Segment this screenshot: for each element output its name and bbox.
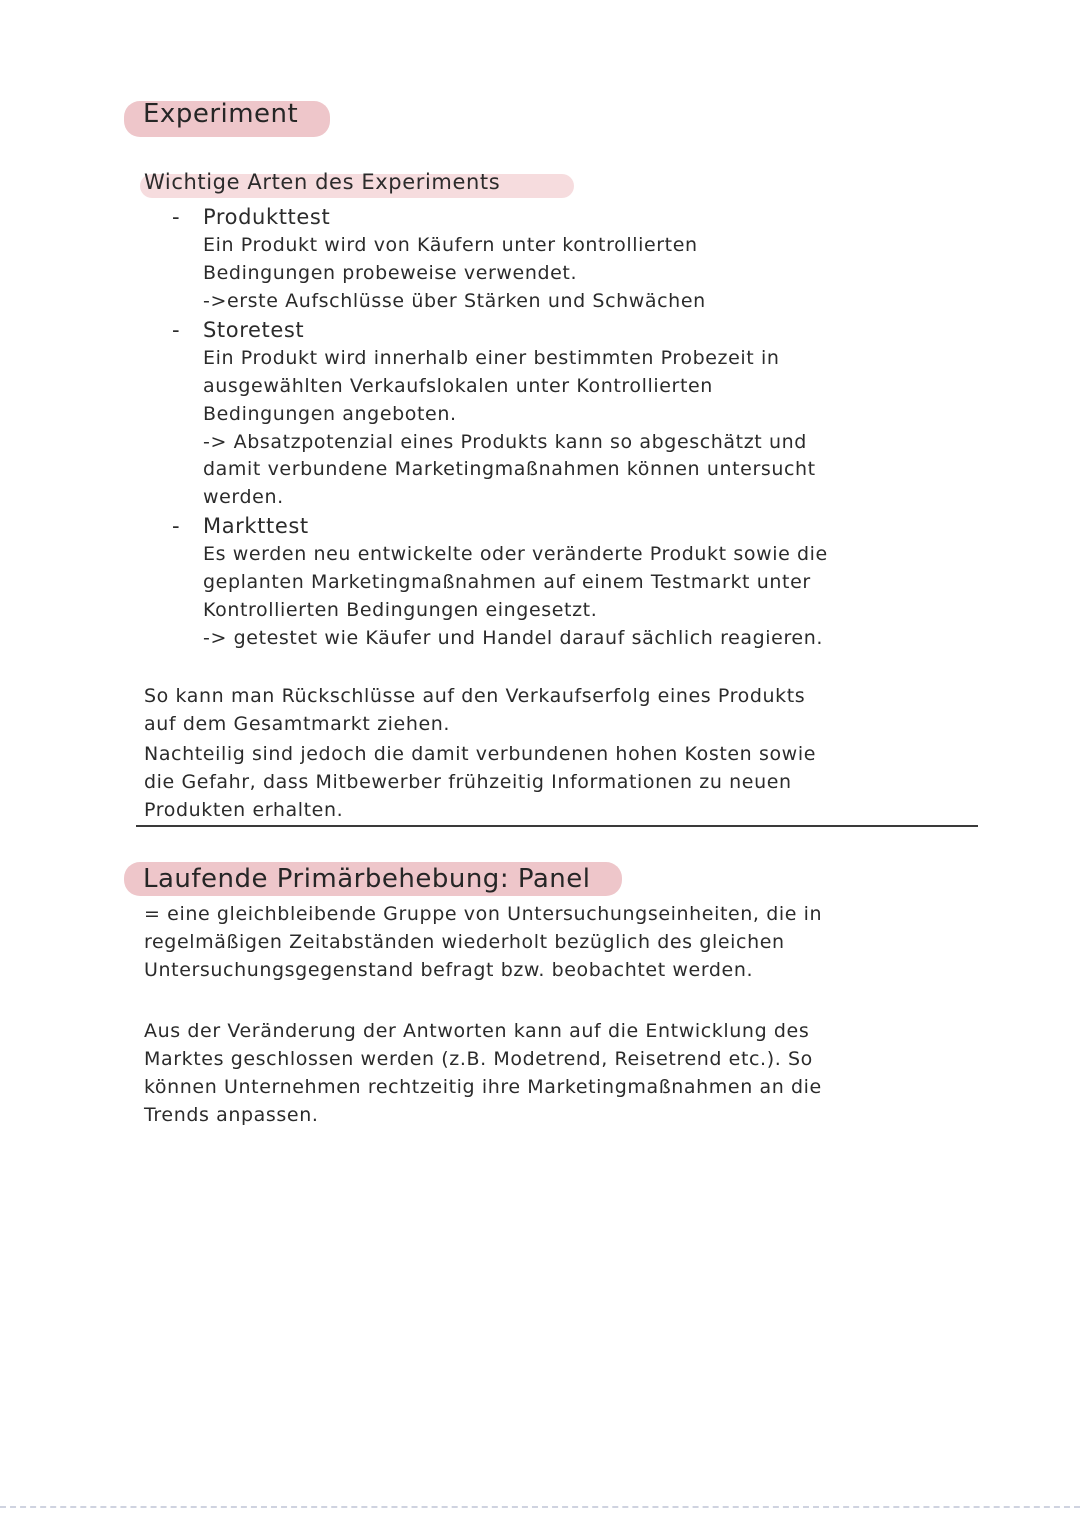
text-line: damit verbundene Marketingmaßnahmen können untersucht: [203, 458, 816, 480]
text-line: regelmäßigen Zeitabständen wiederholt bezüglich des gleichen: [144, 931, 785, 953]
text-line: Es werden neu entwickelte oder veränderte Produkt sowie die: [203, 543, 828, 565]
scan-edge-line: [0, 1506, 1080, 1508]
text-line: Ein Produkt wird innerhalb einer bestimmten Probezeit in: [203, 347, 780, 369]
text-line: ->erste Aufschlüsse über Stärken und Schwächen: [203, 290, 706, 312]
bullet-dash: -: [172, 514, 180, 538]
text-line: = eine gleichbleibende Gruppe von Untersuchungseinheiten, die in: [144, 903, 823, 925]
text-line: -> Absatzpotenzial eines Produkts kann so abgeschätzt und: [203, 431, 807, 453]
section-divider: [136, 825, 978, 827]
bullet-title-storetest: Storetest: [203, 318, 305, 342]
subheading-types: Wichtige Arten des Experiments: [144, 170, 501, 194]
text-line: Aus der Veränderung der Antworten kann auf die Entwicklung des: [144, 1020, 810, 1042]
text-line: Nachteilig sind jedoch die damit verbundenen hohen Kosten sowie: [144, 743, 816, 765]
text-line: Bedingungen angeboten.: [203, 403, 457, 425]
bullet-title-produkttest: Produkttest: [203, 205, 331, 229]
text-line: -> getestet wie Käufer und Handel darauf sächlich reagieren.: [203, 627, 824, 649]
text-line: Marktes geschlossen werden (z.B. Modetrend, Reisetrend etc.). So: [144, 1048, 813, 1070]
text-line: So kann man Rückschlüsse auf den Verkaufserfolg eines Produkts: [144, 685, 806, 707]
text-line: geplanten Marketingmaßnahmen auf einem Testmarkt unter: [203, 571, 811, 593]
bullet-dash: -: [172, 318, 180, 342]
text-line: können Unternehmen rechtzeitig ihre Marketingmaßnahmen an die: [144, 1076, 822, 1098]
text-line: Untersuchungsgegenstand befragt bzw. beobachtet werden.: [144, 959, 754, 981]
text-line: auf dem Gesamtmarkt ziehen.: [144, 713, 451, 735]
text-line: die Gefahr, dass Mitbewerber frühzeitig Informationen zu neuen: [144, 771, 792, 793]
section-heading-experiment: Experiment: [143, 99, 299, 129]
text-line: Trends anpassen.: [144, 1104, 319, 1126]
bullet-title-markttest: Markttest: [203, 514, 309, 538]
text-line: Kontrollierten Bedingungen eingesetzt.: [203, 599, 598, 621]
text-line: Ein Produkt wird von Käufern unter kontrollierten: [203, 234, 698, 256]
bullet-dash: -: [172, 205, 180, 229]
text-line: ausgewählten Verkaufslokalen unter Kontrollierten: [203, 375, 713, 397]
section-heading-panel: Laufende Primärbehebung: Panel: [143, 864, 591, 894]
text-line: werden.: [203, 486, 284, 508]
text-line: Bedingungen probeweise verwendet.: [203, 262, 578, 284]
text-line: Produkten erhalten.: [144, 799, 344, 821]
